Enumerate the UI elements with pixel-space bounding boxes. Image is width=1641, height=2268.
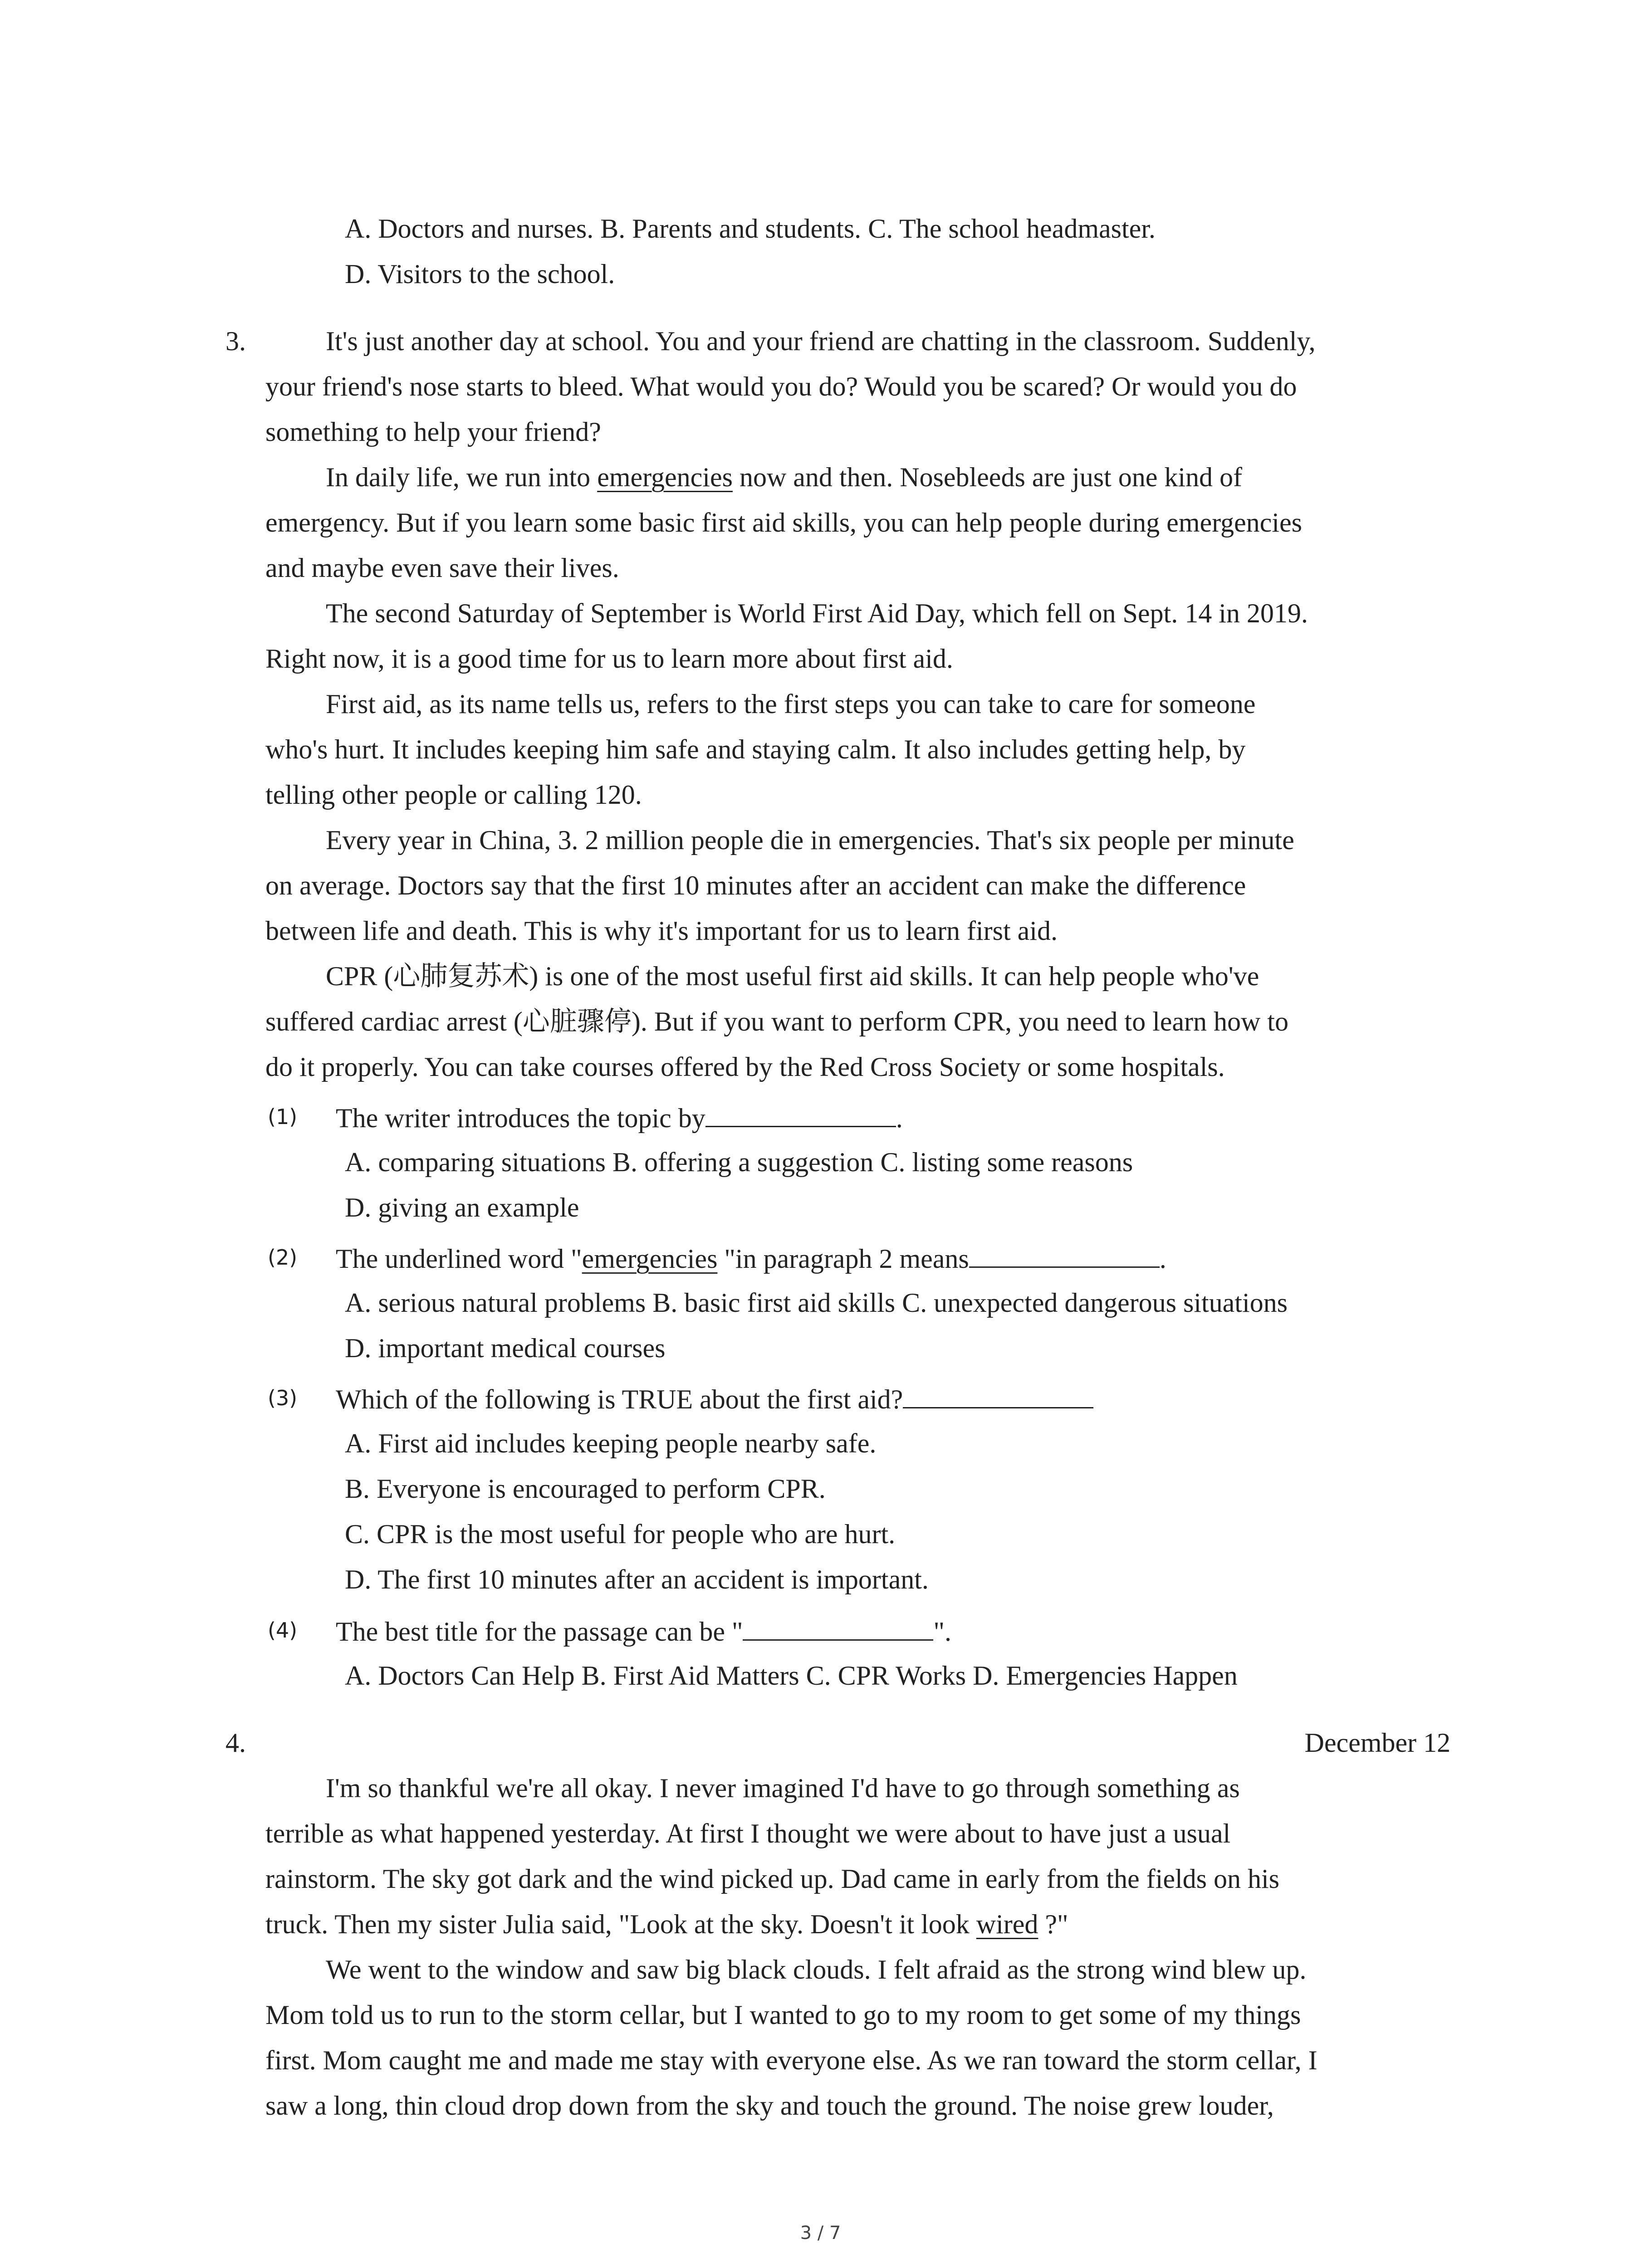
q4-p2-line1: We went to the window and saw big black clouds. I felt afraid as the strong wind blew up.: [326, 1955, 1307, 1984]
underlined-word-emergencies-2: emergencies: [582, 1244, 718, 1274]
q3-p4-line3: telling other people or calling 120.: [265, 780, 642, 810]
q4-p2-line2: Mom told us to run to the storm cellar, but I wanted to go to my room to get some of my things: [265, 2000, 1301, 2030]
q3-p5-line1: Every year in China, 3. 2 million people die in emergencies. That's six people per minute: [326, 825, 1294, 855]
q4-p1-line3: rainstorm. The sky got dark and the wind picked up. Dad came in early from the fields on his: [265, 1864, 1279, 1894]
prev-options-line1: A. Doctors and nurses. B. Parents and students. C. The school headmaster.: [345, 214, 1156, 244]
question-number-3: 3.: [225, 326, 246, 356]
q3-p2-line1: In daily life, we run into emergencies now and then. Nosebleeds are just one kind of: [326, 462, 1243, 492]
sub-question-1-options-line2: D. giving an example: [345, 1193, 579, 1222]
q3-p4-line1: First aid, as its name tells us, refers to the first steps you can take to care for someone: [326, 689, 1256, 719]
q3-p6-line3: do it properly. You can take courses offered by the Red Cross Society or some hospitals.: [265, 1052, 1225, 1082]
sub-question-2-options-line2: D. important medical courses: [345, 1333, 666, 1363]
q3-p6-line2: suffered cardiac arrest (心脏骤停). But if you want to perform CPR, you need to learn how to: [265, 1007, 1288, 1036]
sub-question-3-option-a: A. First aid includes keeping people nearby safe.: [345, 1428, 877, 1458]
q4-p1-line4: truck. Then my sister Julia said, "Look at the sky. Doesn't it look wired ?": [265, 1909, 1068, 1939]
q3-p1-line2: your friend's nose starts to bleed. What would you do? Would you be scared? Or would you do: [265, 371, 1297, 401]
diary-date: December 12: [1304, 1728, 1450, 1758]
underlined-word-emergencies: emergencies: [597, 462, 733, 492]
q3-p5-line2: on average. Doctors say that the first 10 minutes after an accident can make the difference: [265, 870, 1246, 900]
q3-p5-line3: between life and death. This is why it's important for us to learn first aid.: [265, 916, 1058, 946]
q3-p2-line2: emergency. But if you learn some basic first aid skills, you can help people during emergencies: [265, 508, 1302, 538]
answer-blank-3[interactable]: [903, 1382, 1093, 1408]
page-number: 3 / 7: [800, 2223, 841, 2244]
sub-question-number-1: (1): [268, 1105, 298, 1129]
q3-p1-line1: It's just another day at school. You and your friend are chatting in the classroom. Suddenly,: [326, 326, 1316, 356]
q3-p3-line2: Right now, it is a good time for us to learn more about first aid.: [265, 644, 953, 674]
sub-question-4-options: A. Doctors Can Help B. First Aid Matters C. CPR Works D. Emergencies Happen: [345, 1661, 1238, 1691]
q4-p1-line1: I'm so thankful we're all okay. I never imagined I'd have to go through something as: [326, 1773, 1240, 1803]
sub-question-2-options-line1: A. serious natural problems B. basic first aid skills C. unexpected dangerous situations: [345, 1288, 1288, 1318]
answer-blank-1[interactable]: [705, 1100, 896, 1127]
sub-question-1-stem: The writer introduces the topic by .: [336, 1100, 903, 1134]
sub-question-number-3: (3): [268, 1386, 298, 1410]
q3-p4-line2: who's hurt. It includes keeping him safe and staying calm. It also includes getting help, by: [265, 734, 1246, 764]
q4-p1-line2: terrible as what happened yesterday. At first I thought we were about to have just a usual: [265, 1818, 1231, 1848]
sub-question-1-options-line1: A. comparing situations B. offering a suggestion C. listing some reasons: [345, 1147, 1133, 1177]
underlined-word-wired: wired: [976, 1909, 1038, 1939]
answer-blank-2[interactable]: [969, 1241, 1160, 1268]
sub-question-number-2: (2): [268, 1245, 298, 1270]
q4-p2-line4: saw a long, thin cloud drop down from the sky and touch the ground. The noise grew louder,: [265, 2091, 1274, 2121]
sub-question-2-stem: The underlined word "emergencies "in paragraph 2 means .: [336, 1241, 1166, 1275]
q3-p6-line1: CPR (心肺复苏术) is one of the most useful first aid skills. It can help people who've: [326, 961, 1259, 991]
q3-p1-line3: something to help your friend?: [265, 417, 601, 447]
q3-p2-line3: and maybe even save their lives.: [265, 553, 619, 583]
sub-question-3-option-c: C. CPR is the most useful for people who are hurt.: [345, 1519, 896, 1549]
sub-question-3-option-b: B. Everyone is encouraged to perform CPR.: [345, 1474, 826, 1504]
sub-question-4-stem: The best title for the passage can be " ".: [336, 1614, 951, 1648]
sub-question-3-stem: Which of the following is TRUE about the first aid?: [336, 1382, 1093, 1416]
q4-p2-line3: first. Mom caught me and made me stay with everyone else. As we ran toward the storm cellar, I: [265, 2045, 1318, 2075]
prev-options-line2: D. Visitors to the school.: [345, 259, 615, 289]
question-number-4: 4.: [225, 1728, 246, 1758]
sub-question-number-4: (4): [268, 1618, 298, 1642]
sub-question-3-option-d: D. The first 10 minutes after an accident is important.: [345, 1564, 929, 1594]
q3-p3-line1: The second Saturday of September is World First Aid Day, which fell on Sept. 14 in 2019.: [326, 598, 1308, 628]
answer-blank-4[interactable]: [743, 1614, 933, 1641]
